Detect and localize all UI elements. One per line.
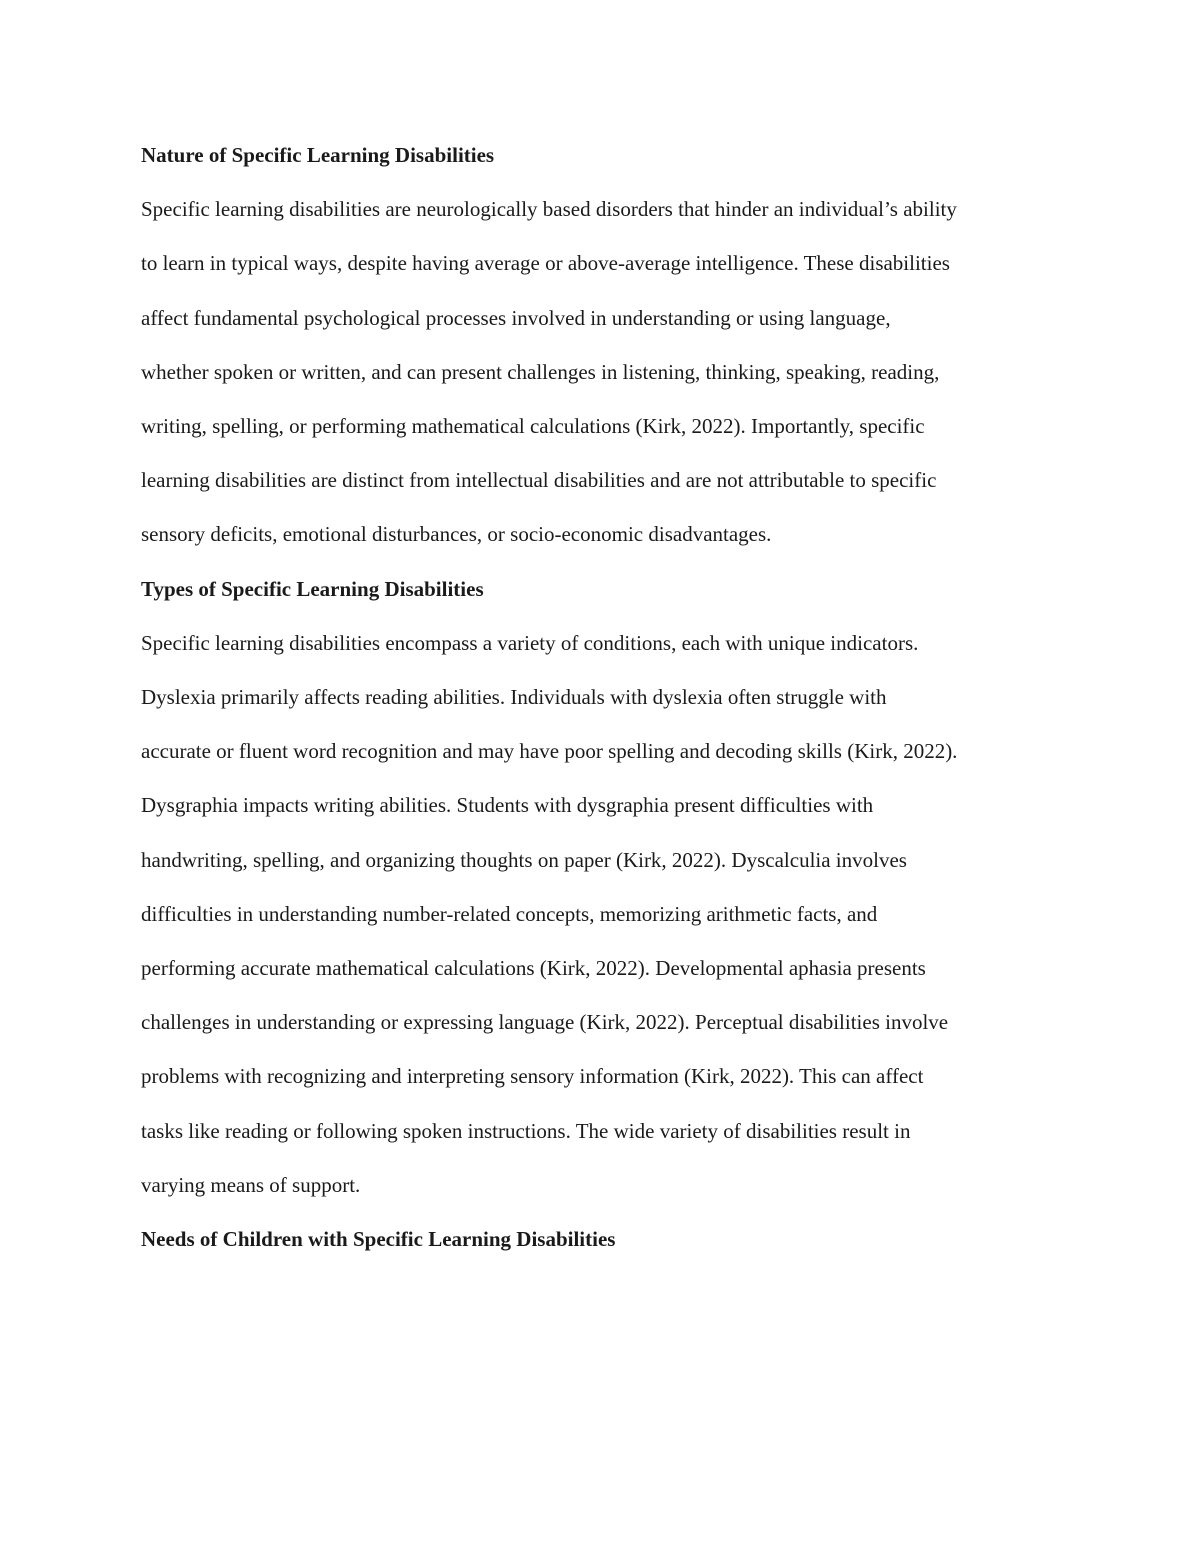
section-heading-needs: Needs of Children with Specific Learning Disabilities <box>141 1227 616 1252</box>
paragraph-line: learning disabilities are distinct from intellectual disabilities and are not attributable to specific <box>141 468 937 493</box>
section-heading-nature: Nature of Specific Learning Disabilities <box>141 143 495 167</box>
paragraph-line: Specific learning disabilities are neurologically based disorders that hinder an individual’s ability <box>141 197 957 222</box>
paragraph-line: whether spoken or written, and can present challenges in listening, thinking, speaking, reading, <box>141 359 940 384</box>
paragraph-line: Dyslexia primarily affects reading abilities. Individuals with dyslexia often struggle with <box>141 685 887 710</box>
paragraph-line: difficulties in understanding number-related concepts, memorizing arithmetic facts, and <box>141 901 878 926</box>
paragraph-line: sensory deficits, emotional disturbances, or socio-economic disadvantages. <box>141 522 772 547</box>
paragraph-nature <box>141 182 1061 561</box>
paragraph-line: handwriting, spelling, and organizing thoughts on paper (Kirk, 2022). Dyscalculia involves <box>141 847 907 872</box>
paragraph-line: writing, spelling, or performing mathematical calculations (Kirk, 2022). Importantly, specific <box>141 414 925 439</box>
paragraph-line: Dysgraphia impacts writing abilities. Students with dysgraphia present difficulties with <box>141 793 874 818</box>
paragraph-types <box>141 616 1061 1212</box>
paragraph-line: challenges in understanding or expressing language (Kirk, 2022). Perceptual disabilities involve <box>141 1010 949 1035</box>
section-heading-types: Types of Specific Learning Disabilities <box>141 576 484 601</box>
paragraph-line: varying means of support. <box>141 1172 361 1197</box>
paragraph-line: tasks like reading or following spoken instructions. The wide variety of disabilities result in <box>141 1118 911 1143</box>
paragraph-line: to learn in typical ways, despite having average or above-average intelligence. These disabilities <box>141 251 950 276</box>
paragraph-line: Specific learning disabilities encompass a variety of conditions, each with unique indicators. <box>141 630 919 655</box>
document-body <box>141 128 1061 1266</box>
paragraph-line: affect fundamental psychological processes involved in understanding or using language, <box>141 305 891 330</box>
paragraph-line: problems with recognizing and interpreting sensory information (Kirk, 2022). This can affect <box>141 1064 924 1089</box>
paragraph-line: performing accurate mathematical calculations (Kirk, 2022). Developmental aphasia presents <box>141 956 926 981</box>
paragraph-line: accurate or fluent word recognition and may have poor spelling and decoding skills (Kirk, 2022). <box>141 739 958 764</box>
